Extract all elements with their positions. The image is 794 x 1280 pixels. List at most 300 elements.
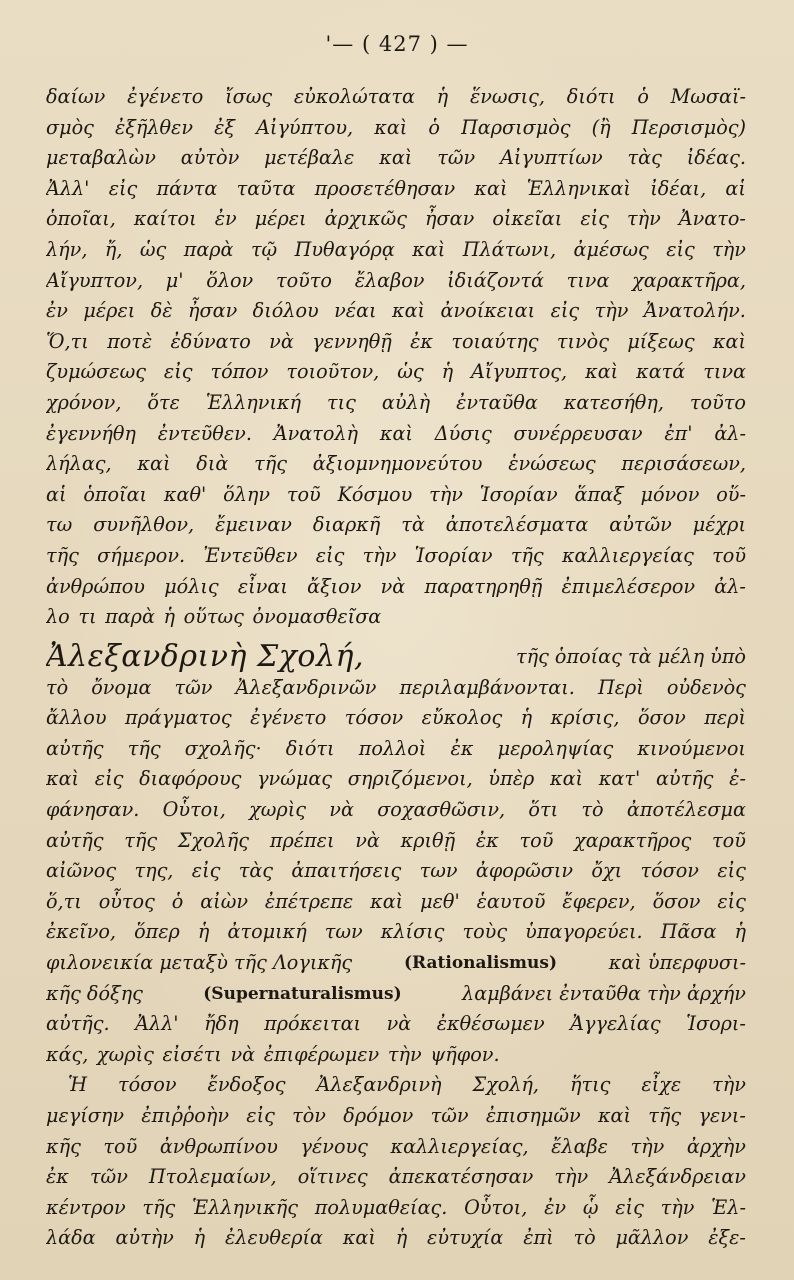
word: ὅσον: [652, 889, 701, 913]
word: διόλου: [252, 299, 319, 323]
text-line: [46, 1132, 746, 1163]
word: ὅπερ: [134, 920, 180, 944]
text-line: [46, 602, 746, 633]
text-line: [46, 795, 746, 826]
word: Σχολῆς: [177, 828, 250, 852]
word: τὴν: [362, 543, 397, 567]
paragraph-2-end: [46, 1009, 746, 1070]
word: ὅτι: [528, 798, 559, 822]
word: ἐκεῖνο,: [46, 920, 117, 944]
word: τῆς: [142, 1195, 176, 1219]
word: ἐνταῦθα: [456, 390, 538, 414]
word: (ἢ: [591, 115, 611, 139]
word: ἐξε-: [708, 1226, 746, 1250]
word: εἰς: [615, 1195, 644, 1219]
word: Ἀλλ': [46, 176, 90, 200]
word: ἡ: [441, 360, 454, 384]
word: μεταβαλὼν: [46, 146, 156, 170]
word: κάς,: [46, 1042, 89, 1066]
word: ψῆφον.: [430, 1042, 500, 1066]
word: καὶ: [370, 889, 404, 913]
word: ὅλην: [223, 482, 271, 506]
word: οἵτινες: [297, 1165, 368, 1189]
word: αἰῶνος: [46, 859, 117, 883]
word: ἐπιῤῥοὴν: [141, 1104, 229, 1127]
word: καὶ: [712, 329, 746, 353]
word: οὕ-: [716, 482, 746, 506]
text-line: [46, 510, 746, 541]
word: ὡς: [397, 360, 424, 384]
word: καὶ: [412, 237, 446, 261]
word: λάδα: [46, 1226, 96, 1250]
word: ἐπιφέρωμεν: [263, 1042, 380, 1066]
text-line: [46, 826, 746, 857]
word: ἡ: [193, 1226, 206, 1250]
word: μ': [165, 268, 184, 292]
word: τω: [46, 513, 73, 537]
word: εἶναι: [237, 574, 288, 598]
word: χαρακτῆρος: [574, 828, 692, 852]
word: ὁ: [428, 115, 440, 139]
word: ἰδιάζοντά: [447, 268, 544, 292]
word: νὰ: [230, 1042, 256, 1066]
word: ὀνομασθεῖσα: [252, 605, 382, 629]
word: τῆς: [648, 1104, 682, 1127]
word: τῆς: [127, 736, 161, 760]
word: Ἀγγελίας: [570, 1012, 661, 1036]
word: ζυμώσεως: [46, 360, 146, 384]
word: μέρει: [83, 299, 136, 323]
word: ἰδέας.: [686, 146, 746, 170]
text-line: [46, 266, 746, 297]
word: ὅτε: [147, 390, 180, 414]
word: ὡς: [139, 237, 167, 261]
word: περιλαμβάνονται.: [399, 675, 575, 699]
word: Ἀνατο-: [678, 207, 746, 231]
word: αὐτῆς.: [46, 1012, 110, 1036]
word: διαρκῆ: [312, 513, 381, 537]
word: γενι-: [698, 1104, 746, 1127]
word: Πλάτωνι,: [462, 237, 557, 261]
word: αὐτὴν: [115, 1226, 174, 1250]
word: τοῦ: [519, 828, 554, 852]
word: ἐν: [214, 207, 237, 231]
word: κατεσήθη,: [563, 390, 664, 414]
word: τὴν: [387, 1042, 422, 1066]
word: εἰς: [580, 207, 609, 231]
word: τοῦ: [712, 828, 746, 852]
text-line: [46, 764, 746, 795]
text-line: [46, 357, 746, 388]
word: ἔλαβε: [551, 1134, 608, 1158]
word: τῆς: [124, 828, 158, 852]
word: αἰὼν: [200, 889, 249, 913]
word: τόπον: [210, 360, 269, 384]
word: μᾶλλον: [615, 1226, 689, 1250]
word: ὄχι: [591, 859, 623, 883]
word: περισάσεων,: [621, 452, 746, 476]
word: ὄνομα: [91, 675, 152, 699]
word: ἐν: [544, 1195, 567, 1219]
text-line: [46, 235, 746, 266]
word: τὴν: [712, 237, 746, 261]
word: ἐγένετο: [250, 706, 327, 730]
word: τὴν: [554, 1165, 589, 1189]
word: τινα: [703, 360, 746, 384]
word: τοῦτο: [275, 268, 332, 292]
word: σμὸς: [46, 115, 94, 139]
word: ἐγένετο: [127, 85, 204, 108]
word: τὴν: [626, 207, 661, 231]
word: κέντρον: [46, 1195, 126, 1219]
paragraph-1: [46, 82, 746, 633]
word: εἰς: [246, 1104, 275, 1127]
word: Ἀλλ': [135, 1012, 179, 1036]
word: εὐκολώτατα: [293, 85, 415, 108]
word: καὶ: [46, 767, 80, 791]
word: καθ': [163, 482, 207, 506]
word: μεγίσην: [46, 1104, 125, 1127]
word: Ἱσορίαν: [479, 482, 558, 506]
word: Ἑλληνικαὶ: [526, 176, 631, 200]
word: καὶ: [379, 421, 413, 445]
word: κατά: [636, 360, 686, 384]
text-line: [46, 204, 746, 235]
word: ἡ: [520, 706, 533, 730]
word: Πυθαγόρᾳ: [294, 237, 395, 261]
text-line: [46, 979, 746, 1010]
word: λο: [46, 605, 70, 629]
text-line: [46, 1040, 746, 1071]
word: ὑπὲρ: [488, 767, 535, 791]
word: ὅ,τι: [46, 889, 82, 913]
word: ἅπαξ: [574, 482, 624, 506]
word: δὲ: [150, 299, 173, 323]
word: μόνον: [640, 482, 700, 506]
text-line-part: λαμβάνει ἐνταῦθα τὴν ἀρχήν: [462, 981, 746, 1005]
text-line: [46, 1070, 746, 1101]
word: γένους: [300, 1134, 368, 1158]
word: καίτοι: [133, 207, 197, 231]
word: τόσον: [118, 1073, 177, 1097]
word: ὅλον: [206, 268, 254, 292]
word: ἑνώσεως: [508, 452, 596, 476]
word: καὶ: [597, 1104, 632, 1127]
word: κῆς: [46, 1134, 81, 1158]
word: εἰσέτι: [162, 1042, 222, 1066]
text-line: [46, 703, 746, 734]
word: ἕνωσις,: [469, 85, 546, 108]
word: ἀλ-: [714, 421, 746, 445]
text-line: [46, 174, 746, 205]
word: οὕτως: [183, 605, 244, 629]
word: πολλοὶ: [358, 736, 427, 760]
word: ἐντεῦθεν.: [157, 421, 252, 445]
word: Περσισμὸς): [631, 115, 746, 139]
word: αὐτῶν: [609, 513, 672, 537]
text-line: [46, 887, 746, 918]
word: ἡ: [734, 920, 746, 944]
word: καὶ: [342, 1226, 376, 1250]
text-line: [46, 1223, 746, 1254]
word: τῆς: [46, 543, 79, 567]
text-line-part: φιλονεικία μεταξὺ τῆς Λογικῆς: [46, 951, 353, 975]
word: ποτὲ: [107, 329, 153, 353]
word: κρίσις,: [550, 706, 620, 730]
word: ἡ: [436, 85, 449, 108]
word: τοιοῦτον,: [286, 360, 380, 384]
word: νὰ: [386, 1012, 412, 1036]
school-heading: Ἀλεξανδρινὴ Σχολή,: [46, 639, 364, 673]
word: Αἰγυπτίων: [500, 146, 603, 170]
word: κινούμενοι: [637, 736, 746, 760]
word: νέαι: [334, 299, 377, 323]
word: Ἑλληνικῆς: [192, 1195, 299, 1219]
word: Πᾶσα: [660, 920, 717, 944]
word: νὰ: [269, 329, 294, 353]
word: νὰ: [380, 574, 406, 598]
word: Ἐντεῦθεν: [203, 543, 298, 567]
word: τὰς: [238, 859, 274, 883]
word: εἰς: [550, 299, 580, 323]
word: ἀποτελέσματα: [445, 513, 589, 537]
word: πρέπει: [269, 828, 335, 852]
word: τῷ: [250, 237, 278, 261]
word: αἱ: [46, 482, 67, 506]
word: ἐ-: [729, 767, 746, 791]
word: ἐδύνατο: [170, 329, 251, 353]
header-right-mark: ) —: [429, 32, 469, 56]
word: Οὗτοι,: [464, 1195, 528, 1219]
word: ἑαυτοῦ: [476, 889, 546, 913]
text-line: [46, 1101, 746, 1132]
word: Ἀλεξανδρινὴ: [316, 1073, 442, 1097]
word: εἰς: [315, 543, 345, 567]
word: λήλας,: [46, 452, 112, 476]
text-line: [46, 143, 746, 174]
word: ἤ,: [104, 237, 123, 261]
word: ἡ: [197, 920, 210, 944]
word: εἶχε: [641, 1073, 682, 1097]
word: ἐκ: [475, 828, 499, 852]
word: ἰδέαι,: [650, 176, 707, 200]
text-line: [46, 82, 746, 113]
word: καὶ: [379, 146, 413, 170]
word: της,: [134, 859, 174, 883]
word: τῶν: [89, 1165, 128, 1189]
word: μόλις: [164, 574, 219, 598]
word: Αἴγυπτος,: [471, 360, 568, 384]
word: ὁ: [637, 85, 649, 108]
word: τόσον: [344, 706, 404, 730]
word: καὶ: [374, 115, 408, 139]
word: χρόνον,: [46, 390, 122, 414]
word: εἰς: [191, 859, 221, 883]
text-line: [46, 734, 746, 765]
word: Οὗτοι,: [162, 798, 226, 822]
text-line: [46, 449, 746, 480]
word: παρατηρηθῇ: [424, 574, 543, 598]
text-line: [46, 480, 746, 511]
word: τῆς: [510, 543, 544, 567]
word: ἦσαν: [425, 207, 475, 231]
word: των: [419, 859, 458, 883]
word: πράγματος: [124, 706, 232, 730]
word: καὶ: [392, 299, 426, 323]
paragraph-3: [46, 1070, 746, 1254]
word: εὐτυχία: [427, 1226, 504, 1250]
text-line: [46, 327, 746, 358]
word: τὴν: [630, 1134, 665, 1158]
word: Ἱσορίαν: [414, 543, 493, 567]
word: ὁποῖαι,: [46, 207, 116, 231]
word: ἡ: [395, 1226, 408, 1250]
word: τοιαύτης: [451, 329, 539, 353]
word: αἱ: [725, 176, 746, 200]
word: εἰς: [666, 237, 695, 261]
word: των: [324, 920, 363, 944]
word: Ἀλεξανδρινῶν: [235, 675, 377, 699]
word: τὰ: [401, 513, 425, 537]
word: χωρὶς: [249, 798, 306, 822]
word: συνέρρευσαν: [513, 421, 643, 445]
word: ἀτομική: [227, 920, 307, 944]
word: Ἀνατολήν.: [643, 299, 746, 323]
word: εἰς: [108, 176, 138, 200]
word: δαίων: [46, 85, 106, 108]
word: τὸ: [581, 798, 604, 822]
word: διότι: [566, 85, 616, 108]
word: ἀρχὴν: [686, 1134, 746, 1158]
word: κλίσις: [380, 920, 445, 944]
term-supernaturalismus: (Supernaturalismus): [203, 983, 402, 1004]
word: ἡ: [163, 605, 176, 629]
word: εἰς: [163, 360, 193, 384]
text-line: [46, 673, 746, 704]
word: τῶν: [174, 675, 213, 699]
word: αὐτῆς: [655, 767, 714, 791]
word: τοὺς: [462, 920, 508, 944]
word: καὶ: [137, 452, 171, 476]
word: Κόσμου: [337, 482, 413, 506]
word: τὴν: [660, 1195, 695, 1219]
word: Ἀλεξάνδρειαν: [609, 1165, 746, 1189]
word: μίξεως: [627, 329, 695, 353]
word: ἐπισημῶν: [485, 1104, 581, 1127]
header-left-mark: '— (: [325, 32, 372, 56]
word: καλλιεργείας: [561, 543, 694, 567]
word: κατ': [598, 767, 641, 791]
word: ἔλαβον: [354, 268, 425, 292]
word: σηριζόμενοι,: [347, 767, 473, 791]
word: χωρὶς: [97, 1042, 154, 1066]
word: τι: [78, 605, 97, 629]
word: ἄλλου: [46, 706, 107, 730]
word: μέχρι: [692, 513, 746, 537]
page-header: [0, 32, 794, 56]
word: ἥτις: [570, 1073, 611, 1097]
word: ἐπὶ: [523, 1226, 554, 1250]
word: Ἑλ-: [711, 1195, 746, 1219]
word: ἴσως: [225, 85, 273, 108]
word: νὰ: [329, 798, 354, 822]
word: γεννηθῇ: [312, 329, 392, 353]
word: τοῦ: [103, 1134, 138, 1158]
text-line: [46, 113, 746, 144]
word: εὔκολος: [421, 706, 503, 730]
word: δρόμον: [343, 1104, 414, 1127]
word: ἦσαν: [188, 299, 238, 323]
word: τῶν: [437, 146, 476, 170]
word: Αἰγύπτου,: [256, 115, 354, 139]
word: γνώμας: [257, 767, 333, 791]
word: χαρακτῆρα,: [632, 268, 746, 292]
text-line: [46, 948, 746, 979]
word: ἐκθέσωμεν: [436, 1012, 545, 1036]
word: τὰς: [627, 146, 662, 170]
word: οἰκεῖαι: [492, 207, 563, 231]
word: ἀνθρώπου: [46, 574, 145, 598]
word: ᾧ: [582, 1195, 599, 1219]
word: ὑπαγορεύει.: [525, 920, 643, 944]
word: ἐξῆλθεν: [114, 115, 194, 139]
text-line-part: κῆς δόξης: [46, 981, 143, 1005]
word: τινα: [566, 268, 610, 292]
word: ἐγεννήθη: [46, 421, 136, 445]
word: συνῆλθον,: [93, 513, 195, 537]
word: τὸ: [573, 1226, 596, 1250]
word: ἀξιομνημονεύτου: [312, 452, 483, 476]
text-line: [46, 1009, 746, 1040]
word: πολυμαθείας.: [314, 1195, 448, 1219]
word: μέρει: [254, 207, 307, 231]
paragraph-2: [46, 673, 746, 948]
word: τῶν: [430, 1104, 469, 1127]
word: ἔμειναν: [215, 513, 292, 537]
word: διὰ: [196, 452, 229, 476]
word: ἀπαιτήσεις: [291, 859, 402, 883]
word: εἰς: [717, 889, 746, 913]
word: τινὸς: [556, 329, 609, 353]
word: Ὅ,τι: [46, 329, 89, 353]
word: αὐτὸν: [180, 146, 240, 170]
word: σχολῆς·: [184, 736, 262, 760]
word: μετέβαλε: [264, 146, 355, 170]
word: πρόκειται: [264, 1012, 362, 1036]
word: λήν,: [46, 237, 88, 261]
text-line: [46, 572, 746, 603]
word: τοῦ: [712, 543, 746, 567]
word: τις: [327, 390, 356, 414]
word: Ἑλληνική: [205, 390, 302, 414]
word: Ἡ: [68, 1073, 88, 1097]
word: Μωσαϊ-: [670, 85, 746, 108]
word: ἐλευθερία: [224, 1226, 324, 1250]
word: ἀφορῶσιν: [475, 859, 574, 883]
word: ἀλ-: [714, 574, 746, 598]
word: μεροληψίας: [497, 736, 614, 760]
word: ἐν: [46, 299, 68, 323]
word: ὁποῖαι: [83, 482, 148, 506]
word: ἀποτέλεσμα: [626, 798, 746, 822]
word: περὶ: [704, 706, 746, 730]
word: ἐκ: [46, 1165, 69, 1189]
word: καλλιεργείας,: [390, 1134, 529, 1158]
word: καὶ: [585, 360, 619, 384]
word: ἐπ': [664, 421, 693, 445]
word: εἰς: [94, 767, 124, 791]
word: ταῦτα: [236, 176, 296, 200]
